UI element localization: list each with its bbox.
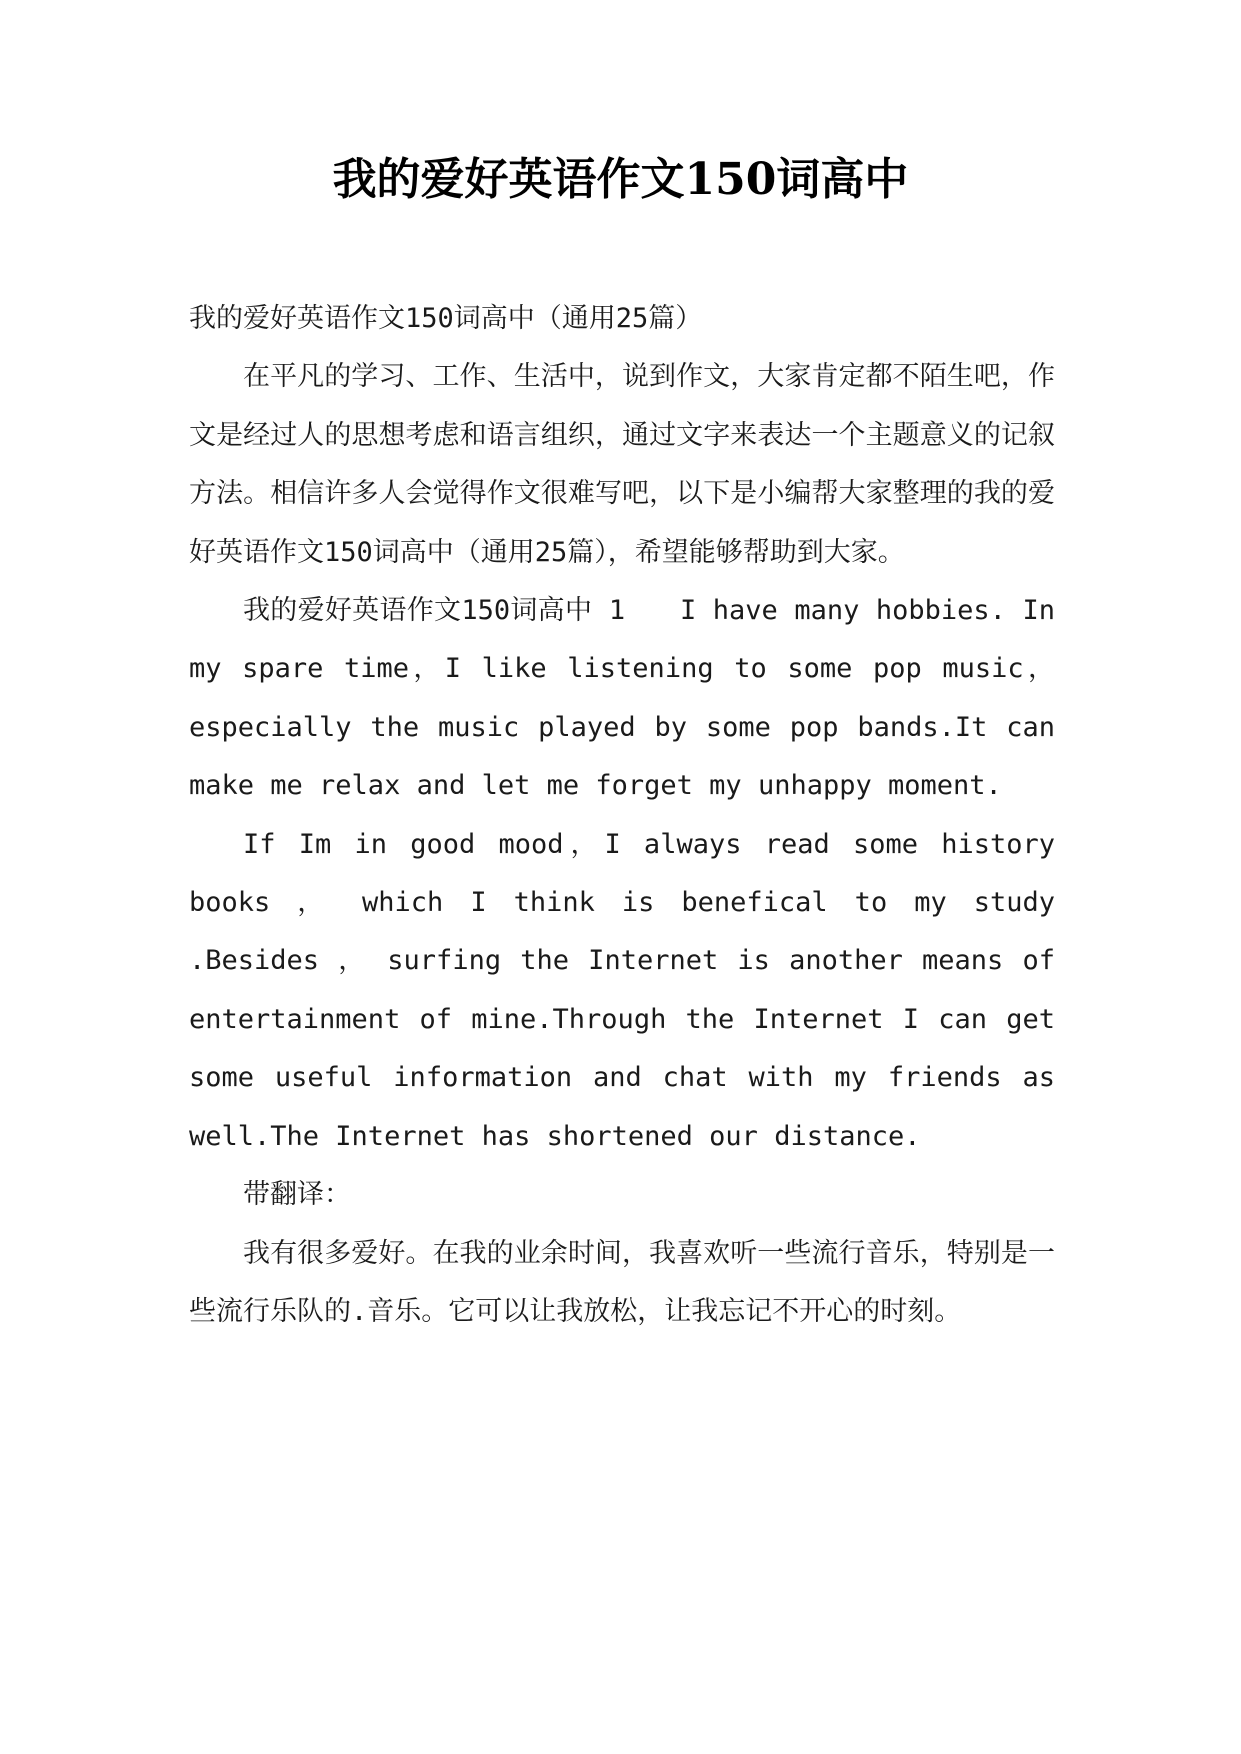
document-subtitle: 我的爱好英语作文150词高中（通用25篇） xyxy=(189,303,703,334)
intro-paragraph: 在平凡的学习、工作、生活中，说到作文，大家肯定都不陌生吧，作文是经过人的思想考虑和语言组织，通过文字来表达一个主题意义的记叙方法。相信许多人会觉得作文很难写吧，以下是小编帮大家整理的我的爱好英语作文150词高中（通用25篇），希望能够帮助到大家。 xyxy=(189,361,1055,568)
translation-label: 带翻译： xyxy=(243,1179,351,1211)
document-body xyxy=(189,290,1055,1341)
document-title: 我的爱好英语作文150词高中 xyxy=(332,154,909,205)
translation-paragraph: 我有很多爱好。在我的业余时间，我喜欢听一些流行音乐，特别是一些流行乐队的.音乐。它可以让我放松，让我忘记不开心的时刻。 xyxy=(189,1237,1055,1327)
essay-paragraph-2: If Im in good mood，I always read some history books ， which I think is benefical to my study .Besides ， surfing the Internet is another means of entertainment of mine.Through the Internet I can get some useful information and chat with my friends as well.The Internet has shortened our distance. xyxy=(189,828,1055,1152)
essay-paragraph-1: 我的爱好英语作文150词高中 1 I have many hobbies. In my spare time，I like listening to some pop music，especially the music played by some pop bands.It can make me relax and let me forget my unhappy moment. xyxy=(189,595,1055,802)
